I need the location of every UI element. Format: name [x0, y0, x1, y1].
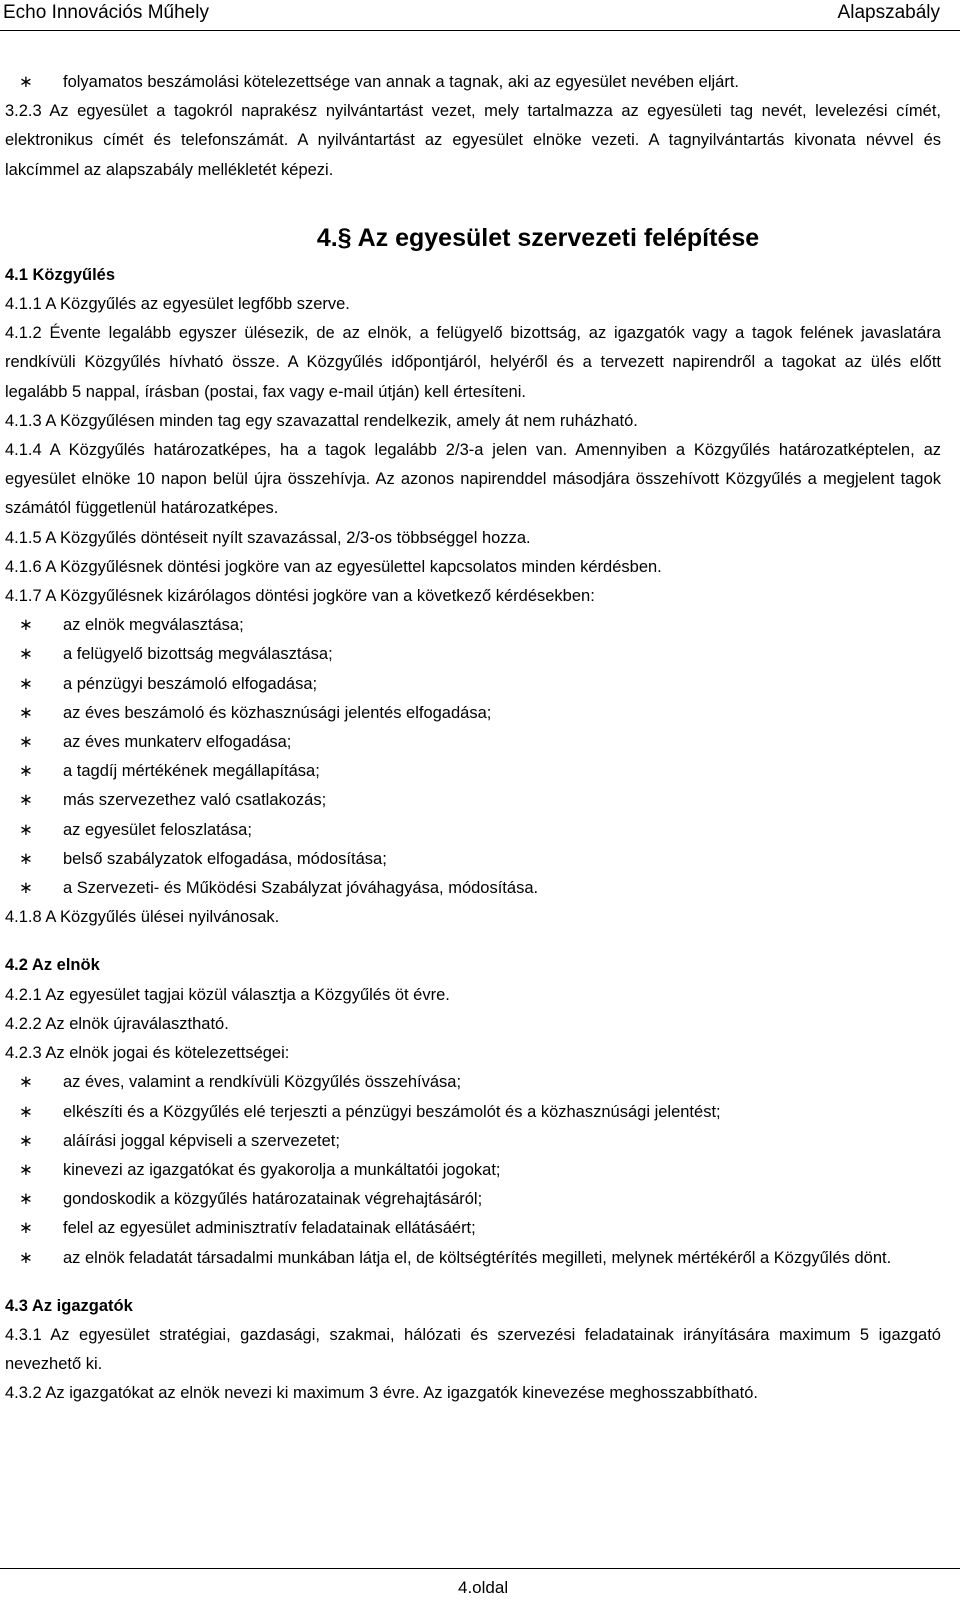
asterisk-bullet-icon: ∗ — [19, 762, 33, 781]
list-item — [5, 68, 941, 97]
paragraph-4-1-8: 4.1.8 A Közgyűlés ülései nyilvánosak. — [5, 908, 280, 927]
asterisk-bullet-icon: ∗ — [19, 73, 33, 91]
list-item — [5, 816, 941, 845]
list-item-text: az elnök feladatát társadalmi munkában látja el, de költségtérítés megilleti, melynek mértékéről a Közgyűlés dönt. — [63, 1248, 892, 1267]
list-item-text: az éves munkaterv elfogadása; — [63, 733, 292, 752]
section-mark-icon: § — [337, 223, 358, 252]
paragraph-4-3-2: 4.3.2 Az igazgatókat az elnök nevezi ki maximum 3 évre. Az igazgatók kinevezése meghosszabbítható. — [5, 1384, 758, 1403]
asterisk-bullet-icon: ∗ — [19, 849, 33, 868]
paragraph-4-1-5: 4.1.5 A Közgyűlés döntéseit nyílt szavazással, 2/3-os többséggel hozza. — [5, 528, 531, 547]
asterisk-bullet-icon: ∗ — [19, 1073, 33, 1092]
list-item-text: kinevezi az igazgatókat és gyakorolja a munkáltatói jogokat; — [63, 1160, 501, 1179]
section-number: 4. — [316, 223, 338, 252]
list-item — [5, 670, 941, 699]
section-spacer — [5, 932, 941, 951]
list-item-text: az éves beszámoló és közhasznúsági jelentés elfogadása; — [63, 703, 492, 722]
paragraph-4-3-1: 4.3.1 Az egyesület stratégiai, gazdasági, szakmai, hálózati és szervezési feladatainak irányítására maximum 5 igazgató nevezhető ki. — [5, 1325, 941, 1374]
paragraph-4-1-3: 4.1.3 A Közgyűlésen minden tag egy szavazattal rendelkezik, amely át nem ruházható. — [5, 411, 638, 430]
asterisk-bullet-icon: ∗ — [19, 879, 33, 898]
asterisk-bullet-icon: ∗ — [19, 674, 33, 693]
asterisk-bullet-icon: ∗ — [19, 616, 33, 635]
list-item — [5, 1068, 941, 1097]
asterisk-bullet-icon: ∗ — [19, 645, 33, 664]
list-item-text: gondoskodik a közgyűlés határozatainak végrehajtásáról; — [63, 1190, 483, 1209]
list-item — [5, 728, 941, 757]
list-item — [5, 640, 941, 669]
asterisk-bullet-icon: ∗ — [19, 1131, 33, 1150]
paragraph-3-2-3: 3.2.3 Az egyesület a tagokról naprakész nyilvántartást vezet, mely tartalmazza az egyesületi tag nevét, levelezési címét, elektronikus címét és telefonszámát. A nyilvántartást az egyesület elnöke vezeti. A tagnyilvántartás kivonata névvel és lakcímmel az alapszabály mellékletét képezi. — [5, 102, 941, 179]
list-item — [5, 1214, 941, 1243]
asterisk-bullet-icon: ∗ — [19, 791, 33, 810]
list-item-text: felel az egyesület adminisztratív feladatainak ellátásáért; — [63, 1219, 476, 1238]
list-item — [5, 1244, 941, 1273]
asterisk-bullet-icon: ∗ — [19, 1102, 33, 1121]
paragraph-4-1-2: 4.1.2 Évente legalább egyszer ülésezik, de az elnök, a felügyelő bizottság, az igazgatók vagy a tagok felének javaslatára rendkívüli Közgyűlés hívható össze. A Közgyűlés időpontjáról, helyéről és a tervezett napirendről a tagokat az ülés előtt legalább 5 nappal, írásban (postai, fax vagy e-mail útján) kell értesíteni. — [5, 324, 941, 401]
list-item-text: az elnök megválasztása; — [63, 616, 244, 635]
list-item-text: belső szabályzatok elfogadása, módosítása; — [63, 849, 387, 868]
list-item-text: az egyesület feloszlatása; — [63, 820, 252, 839]
paragraph-4-1-6: 4.1.6 A Közgyűlésnek döntési jogköre van az egyesülettel kapcsolatos minden kérdésben. — [5, 557, 662, 576]
asterisk-bullet-icon: ∗ — [19, 1160, 33, 1179]
list-item — [5, 845, 941, 874]
section-title-text: Az egyesület szervezeti felépítése — [357, 223, 760, 252]
document-body — [5, 68, 941, 1409]
list-item — [5, 611, 941, 640]
heading-4-2: 4.2 Az elnök — [5, 956, 100, 975]
paragraph-4-1-7: 4.1.7 A Közgyűlésnek kizárólagos döntési jogköre van a következő kérdésekben: — [5, 587, 595, 606]
paragraph-4-2-1: 4.2.1 Az egyesület tagjai közül választja a Közgyűlés öt évre. — [5, 985, 450, 1004]
asterisk-bullet-icon: ∗ — [19, 1219, 33, 1238]
page-number: 4.oldal — [458, 1578, 509, 1597]
list-item — [5, 1127, 941, 1156]
list-item-text: elkészíti és a Közgyűlés elé terjeszti a pénzügyi beszámolót és a közhasznúsági jelentést; — [63, 1102, 721, 1121]
list-item-text: a Szervezeti- és Működési Szabályzat jóváhagyása, módosítása. — [63, 879, 539, 898]
page-header — [0, 0, 960, 31]
paragraph-4-1-4: 4.1.4 A Közgyűlés határozatképes, ha a tagok legalább 2/3-a jelen van. Amennyiben a Közgyűlés határozatképtelen, az egyesület elnöke 10 napon belül újra összehívja. Az azonos napirenddel másodjára összehívott Közgyűlés a megjelent tagok számától függetlenül határozatképes. — [5, 441, 941, 518]
header-organization: Echo Innovációs Műhely — [3, 2, 209, 23]
page-footer — [0, 1568, 960, 1609]
list-item — [5, 757, 941, 786]
list-item-text: az éves, valamint a rendkívüli Közgyűlés összehívása; — [63, 1073, 462, 1092]
paragraph-4-1-1: 4.1.1 A Közgyűlés az egyesület legfőbb szerve. — [5, 295, 350, 314]
list-item — [5, 786, 941, 815]
paragraph-4-2-2: 4.2.2 Az elnök újraválasztható. — [5, 1014, 229, 1033]
asterisk-bullet-icon: ∗ — [19, 1190, 33, 1209]
paragraph-4-2-3: 4.2.3 Az elnök jogai és kötelezettségei: — [5, 1044, 290, 1063]
list-4-1-7 — [5, 611, 941, 903]
list-item — [5, 1185, 941, 1214]
list-item-text: a tagdíj mértékének megállapítása; — [63, 762, 320, 781]
list-item-text: a felügyelő bizottság megválasztása; — [63, 645, 333, 664]
list-item — [5, 1156, 941, 1185]
header-document-title: Alapszabály — [837, 2, 940, 23]
list-item-text: a pénzügyi beszámoló elfogadása; — [63, 674, 318, 693]
list-item — [5, 874, 941, 903]
list-item-text: aláírási joggal képviseli a szervezetet; — [63, 1131, 340, 1150]
asterisk-bullet-icon: ∗ — [19, 820, 33, 839]
list-item — [5, 699, 941, 728]
section-spacer — [5, 1273, 941, 1292]
asterisk-bullet-icon: ∗ — [19, 733, 33, 752]
heading-4-3: 4.3 Az igazgatók — [5, 1296, 133, 1315]
list-item — [5, 1098, 941, 1127]
asterisk-bullet-icon: ∗ — [19, 1248, 33, 1267]
asterisk-bullet-icon: ∗ — [19, 703, 33, 722]
heading-4-1: 4.1 Közgyűlés — [5, 265, 116, 284]
list-4-2-3 — [5, 1068, 941, 1272]
list-item-text: folyamatos beszámolási kötelezettsége van annak a tagnak, aki az egyesület nevében eljárt. — [63, 73, 739, 91]
section-title — [5, 221, 941, 255]
list-item-text: más szervezethez való csatlakozás; — [63, 791, 327, 810]
